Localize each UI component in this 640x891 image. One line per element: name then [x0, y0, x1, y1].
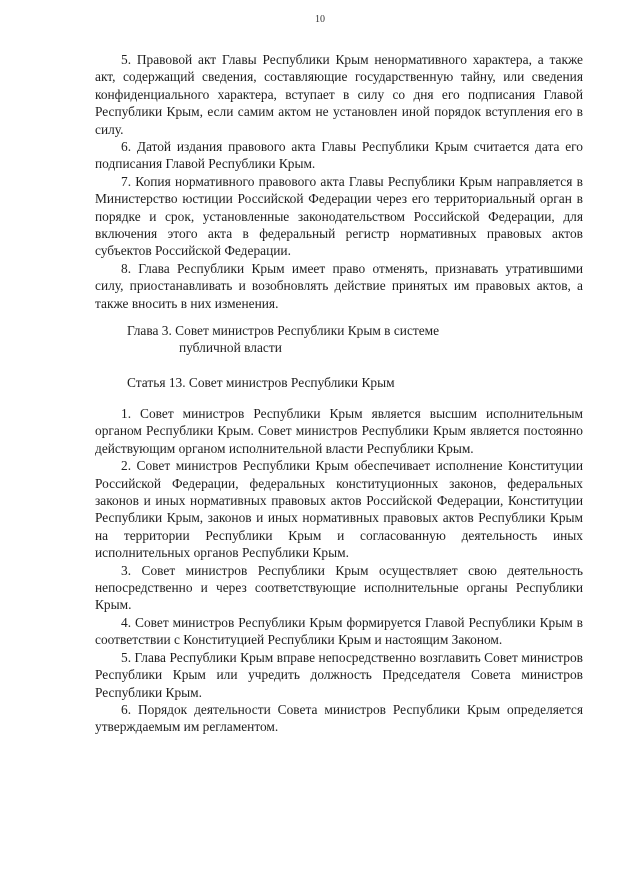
- article-12-continuation: [95, 51, 583, 312]
- paragraph: 7. Копия нормативного правового акта Главы Республики Крым направляется в Министерство юстиции Российской Федерации через его территориальный орган в порядке и срок, установленные законодательством Российской Федерации, для включения этого акта в федеральный регистр нормативных правовых актов субъектов Российской Федерации.: [95, 173, 583, 259]
- paragraph: 1. Совет министров Республики Крым является высшим исполнительным органом Республики Крым. Совет министров Республики Крым является постоянно действующим органом исполнительной власти Республики Крым.: [95, 406, 583, 456]
- page-number: 10: [315, 14, 325, 25]
- paragraph: 3. Совет министров Республики Крым осуществляет свою деятельность непосредственно и через соответствующие исполнительные органы Республики Крым.: [95, 562, 583, 613]
- paragraph: 4. Совет министров Республики Крым формируется Главой Республики Крым в соответствии с Конституцией Республики Крым и настоящим Законом.: [95, 614, 583, 648]
- paragraph: 6. Датой издания правового акта Главы Республики Крым считается дата его подписания Главой Республики Крым.: [95, 139, 583, 172]
- paragraph: 6. Порядок деятельности Совета министров Республики Крым определяется утверждаемым им регламентом.: [95, 701, 583, 735]
- paragraph: 5. Глава Республики Крым вправе непосредственно возглавить Совет министров Республики Крым или учредить должность Председателя Совета министров Республики Крым.: [95, 649, 583, 700]
- paragraph: 2. Совет министров Республики Крым обеспечивает исполнение Конституции Российской Федерации, федеральных конституционных законов, федеральных законов и иных нормативных правовых актов Российской Федерации, Конституции Республики Крым, законов и иных нормативных правовых актов Республики Крым на территории Республики Крым и согласованную деятельность иных исполнительных органов Республики Крым.: [95, 458, 583, 561]
- article-13-body: [95, 405, 583, 736]
- chapter-heading: [127, 322, 567, 357]
- chapter-heading-line-1: Глава 3. Совет министров Республики Крым в системе: [127, 323, 440, 338]
- article-heading: Статья 13. Совет министров Республики Крым: [127, 375, 395, 390]
- paragraph: 8. Глава Республики Крым имеет право отменять, признавать утратившими силу, приостанавливать и возобновлять действие принятых им правовых актов, а также вносить в них изменения.: [95, 260, 583, 311]
- paragraph: 5. Правовой акт Главы Республики Крым ненормативного характера, а также акт, содержащий сведения, составляющие государственную тайну, или сведения конфиденциального характера, вступает в силу со дня его подписания Главой Республики Крым, если самим актом не установлен иной порядок вступления его в силу.: [95, 52, 583, 137]
- chapter-heading-line-2: публичной власти: [179, 340, 282, 356]
